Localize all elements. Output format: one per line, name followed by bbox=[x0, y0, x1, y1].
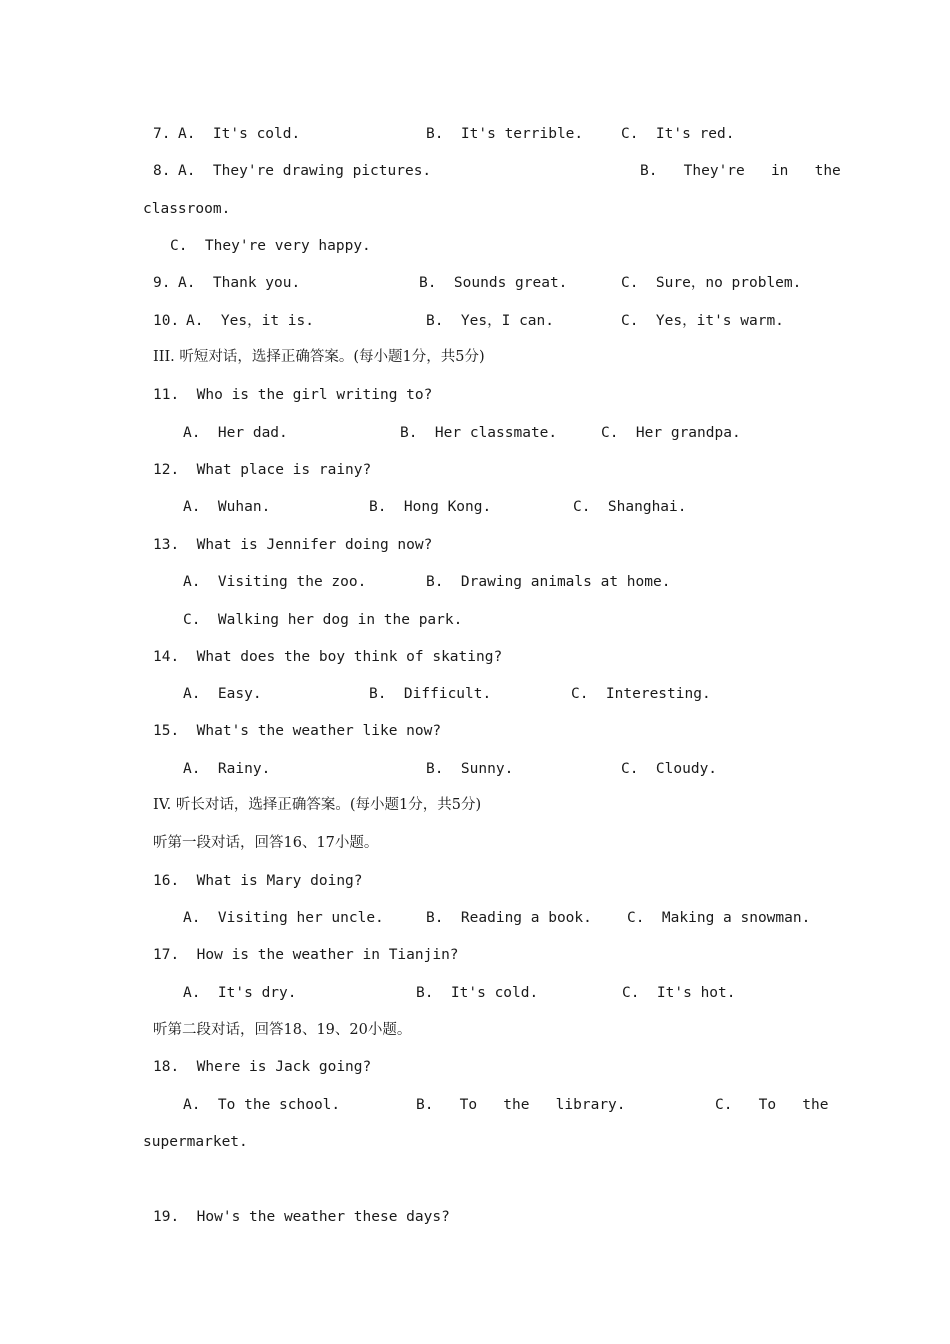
q11-option-b: B. Her classmate. bbox=[400, 425, 558, 441]
section-3-heading: III. 听短对话，选择正确答案。(每小题1分，共5分) bbox=[153, 349, 485, 365]
q14-option-b: B. Difficult. bbox=[369, 686, 492, 702]
q9-option-a: A. Thank you. bbox=[178, 275, 301, 291]
q10-option-c: C. Yes，it's warm. bbox=[621, 313, 784, 329]
q7-option-c: C. It's red. bbox=[621, 126, 735, 142]
q8-number: 8. bbox=[153, 163, 171, 179]
q18-question: 18. Where is Jack going? bbox=[153, 1059, 372, 1075]
q12-option-c: C. Shanghai. bbox=[573, 499, 687, 515]
q15-option-a: A. Rainy. bbox=[183, 761, 271, 777]
q13-option-c: C. Walking her dog in the park. bbox=[183, 612, 463, 628]
q8-option-a: A. They're drawing pictures. bbox=[178, 163, 432, 179]
q18-option-a: A. To the school. bbox=[183, 1097, 341, 1113]
q8-option-c: C. They're very happy. bbox=[170, 238, 371, 254]
q11-option-c: C. Her grandpa. bbox=[601, 425, 741, 441]
q16-option-c: C. Making a snowman. bbox=[627, 910, 811, 926]
q18-option-c: C. To the bbox=[715, 1097, 829, 1113]
q14-option-c: C. Interesting. bbox=[571, 686, 711, 702]
q13-option-a: A. Visiting the zoo. bbox=[183, 574, 367, 590]
q16-question: 16. What is Mary doing? bbox=[153, 873, 363, 889]
q11-question: 11. Who is the girl writing to? bbox=[153, 387, 433, 403]
q12-question: 12. What place is rainy? bbox=[153, 462, 372, 478]
q17-option-a: A. It's dry. bbox=[183, 985, 297, 1001]
q17-option-c: C. It's hot. bbox=[622, 985, 736, 1001]
q13-question: 13. What is Jennifer doing now? bbox=[153, 537, 433, 553]
q18-option-b: B. To the library. bbox=[416, 1097, 626, 1113]
q17-question: 17. How is the weather in Tianjin? bbox=[153, 947, 459, 963]
section-4-heading: IV. 听长对话，选择正确答案。(每小题1分，共5分) bbox=[153, 797, 482, 813]
q14-option-a: A. Easy. bbox=[183, 686, 262, 702]
q19-question: 19. How's the weather these days? bbox=[153, 1209, 450, 1225]
q16-option-a: A. Visiting her uncle. bbox=[183, 910, 384, 926]
q9-option-c: C. Sure，no problem. bbox=[621, 275, 802, 291]
q16-option-b: B. Reading a book. bbox=[426, 910, 592, 926]
q18-option-c-continued: supermarket. bbox=[143, 1134, 248, 1150]
q12-option-b: B. Hong Kong. bbox=[369, 499, 492, 515]
section-4-part-1-instruction: 听第一段对话，回答16、17小题。 bbox=[153, 835, 379, 851]
section-4-part-2-instruction: 听第二段对话，回答18、19、20小题。 bbox=[153, 1022, 412, 1038]
q14-question: 14. What does the boy think of skating? bbox=[153, 649, 503, 665]
q17-option-b: B. It's cold. bbox=[416, 985, 539, 1001]
q8-option-b: B. They're in the bbox=[640, 163, 841, 179]
q9-number: 9. bbox=[153, 275, 171, 291]
q15-question: 15. What's the weather like now? bbox=[153, 723, 442, 739]
q10-option-b: B. Yes，I can. bbox=[426, 313, 554, 329]
q7-number: 7. bbox=[153, 126, 171, 142]
q7-option-a: A. It's cold. bbox=[178, 126, 301, 142]
q13-option-b: B. Drawing animals at home. bbox=[426, 574, 671, 590]
q15-option-b: B. Sunny. bbox=[426, 761, 514, 777]
q10-option-a: A. Yes，it is. bbox=[186, 313, 314, 329]
q11-option-a: A. Her dad. bbox=[183, 425, 288, 441]
q10-number: 10. bbox=[153, 313, 180, 329]
q12-option-a: A. Wuhan. bbox=[183, 499, 271, 515]
q8-option-b-continued: classroom. bbox=[143, 201, 231, 217]
q9-option-b: B. Sounds great. bbox=[419, 275, 568, 291]
q15-option-c: C. Cloudy. bbox=[621, 761, 718, 777]
q7-option-b: B. It's terrible. bbox=[426, 126, 584, 142]
